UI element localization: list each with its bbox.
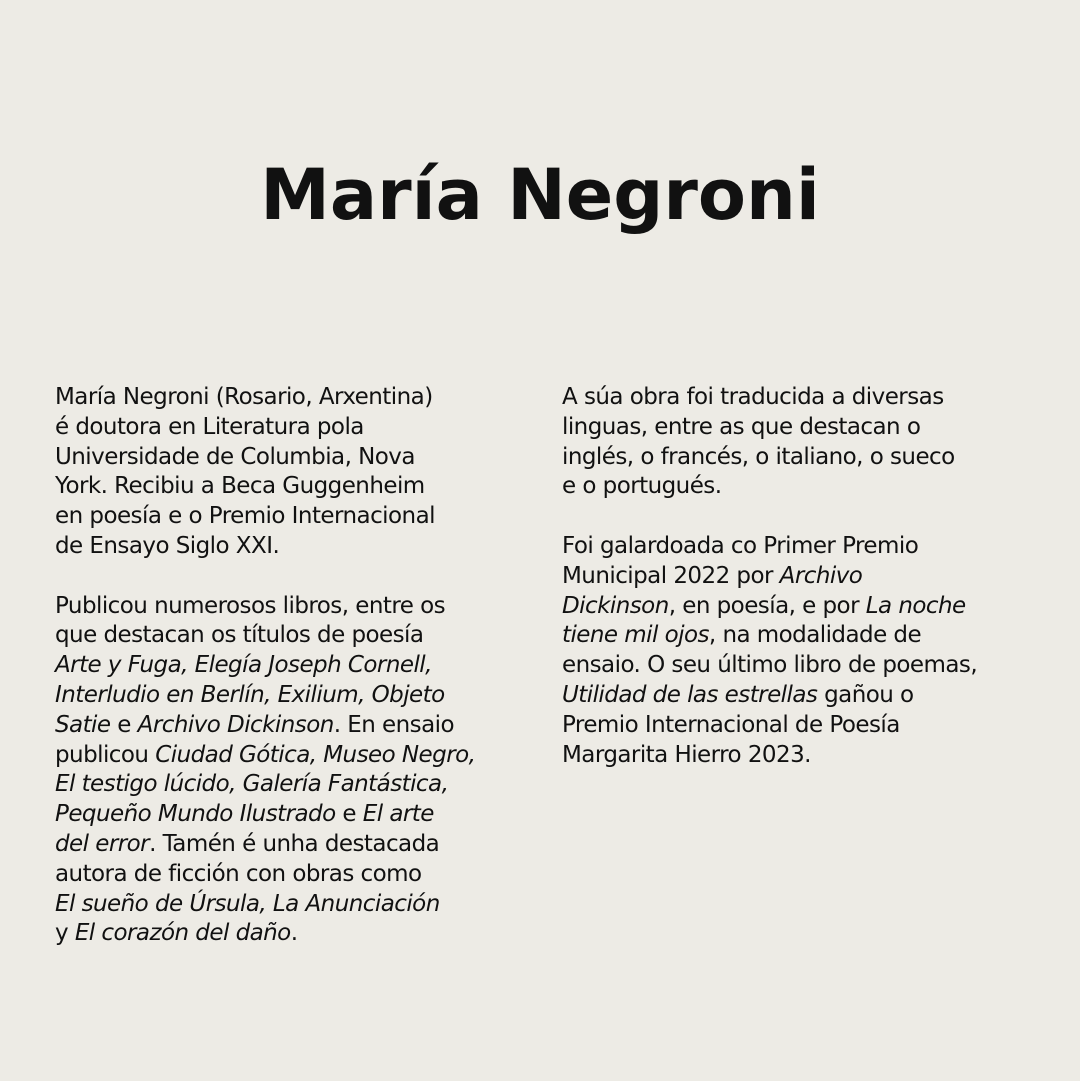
book-title: Dickinson <box>562 592 669 619</box>
text-line: en poesía e o Premio Internacional <box>55 503 435 530</box>
text-fragment: . Tamén é unha destacada <box>149 830 440 857</box>
text-line: de Ensayo Siglo XXI. <box>55 532 280 559</box>
text-line: linguas, entre as que destacan o <box>562 413 921 440</box>
right-paragraph-translations <box>562 383 1052 502</box>
left-paragraph-works <box>55 592 533 950</box>
book-titles: El sueño de Úrsula, La Anunciación <box>55 890 440 917</box>
text-line: Foi galardoada co Primer Premio <box>562 532 919 559</box>
book-title: Archivo Dickinson <box>137 711 334 738</box>
book-title: La noche <box>865 592 966 619</box>
text-line: e o portugués. <box>562 473 722 500</box>
paragraph-gap <box>562 502 1052 532</box>
text-line <box>55 711 533 741</box>
text-fragment: , na modalidade de <box>708 622 922 649</box>
text-fragment: , en poesía, e por <box>668 592 866 619</box>
book-title: Pequeño Mundo Ilustrado <box>55 801 336 828</box>
book-title: El corazón del daño <box>74 920 291 947</box>
text-line: é doutora en Literatura pola <box>55 413 364 440</box>
text-fragment: publicou <box>55 741 156 768</box>
text-fragment: e <box>110 711 138 738</box>
left-column <box>55 383 533 949</box>
text-fragment: y <box>55 920 75 947</box>
left-paragraph-bio <box>55 383 533 562</box>
text-line: Publicou numerosos libros, entre os <box>55 592 446 619</box>
text-fragment: gañou o <box>817 681 914 708</box>
text-line <box>55 651 533 681</box>
book-title: El arte <box>362 801 434 828</box>
text-line <box>55 919 533 949</box>
page-title: María Negroni <box>260 154 820 236</box>
text-line <box>55 681 533 711</box>
paragraph-gap <box>55 562 533 592</box>
right-paragraph-awards <box>562 532 1052 770</box>
text-line: autora de ficción con obras como <box>55 860 422 887</box>
book-title: del error <box>55 830 150 857</box>
text-line <box>562 681 1052 711</box>
text-line <box>55 830 533 860</box>
text-line: ensaio. O seu último libro de poemas, <box>562 652 978 679</box>
text-line: A súa obra foi traducida a diversas <box>562 384 944 410</box>
text-line: Margarita Hierro 2023. <box>562 741 811 768</box>
text-line: que destacan os títulos de poesía <box>55 622 424 649</box>
text-line: Premio Internacional de Poesía <box>562 711 900 738</box>
book-title: Utilidad de las estrellas <box>562 681 818 708</box>
text-line <box>55 741 533 771</box>
book-titles: Interludio en Berlín, Exilium, Objeto <box>55 681 445 708</box>
book-titles: El testigo lúcido, Galería Fantástica, <box>55 771 449 798</box>
text-fragment: e <box>335 801 363 828</box>
book-titles: Arte y Fuga, Elegía Joseph Cornell, <box>55 652 432 679</box>
text-line <box>55 800 533 830</box>
book-title: tiene mil ojos <box>562 622 709 649</box>
book-title: Archivo <box>779 562 863 589</box>
text-line: inglés, o francés, o italiano, o sueco <box>562 443 955 470</box>
text-line: York. Recibiu a Beca Guggenheim <box>55 473 425 500</box>
text-line: Universidade de Columbia, Nova <box>55 443 415 470</box>
right-column <box>562 383 1052 770</box>
book-title: Satie <box>55 711 111 738</box>
text-fragment: . <box>290 920 298 947</box>
text-fragment: Municipal 2022 por <box>562 562 780 589</box>
text-line <box>55 890 533 920</box>
text-fragment: . En ensaio <box>333 711 455 738</box>
book-titles: Ciudad Gótica, Museo Negro, <box>155 741 476 768</box>
text-line: María Negroni (Rosario, Arxentina) <box>55 384 433 410</box>
text-line <box>55 770 533 800</box>
text-line <box>562 592 1052 622</box>
text-line <box>562 562 1052 592</box>
text-line <box>562 621 1052 651</box>
